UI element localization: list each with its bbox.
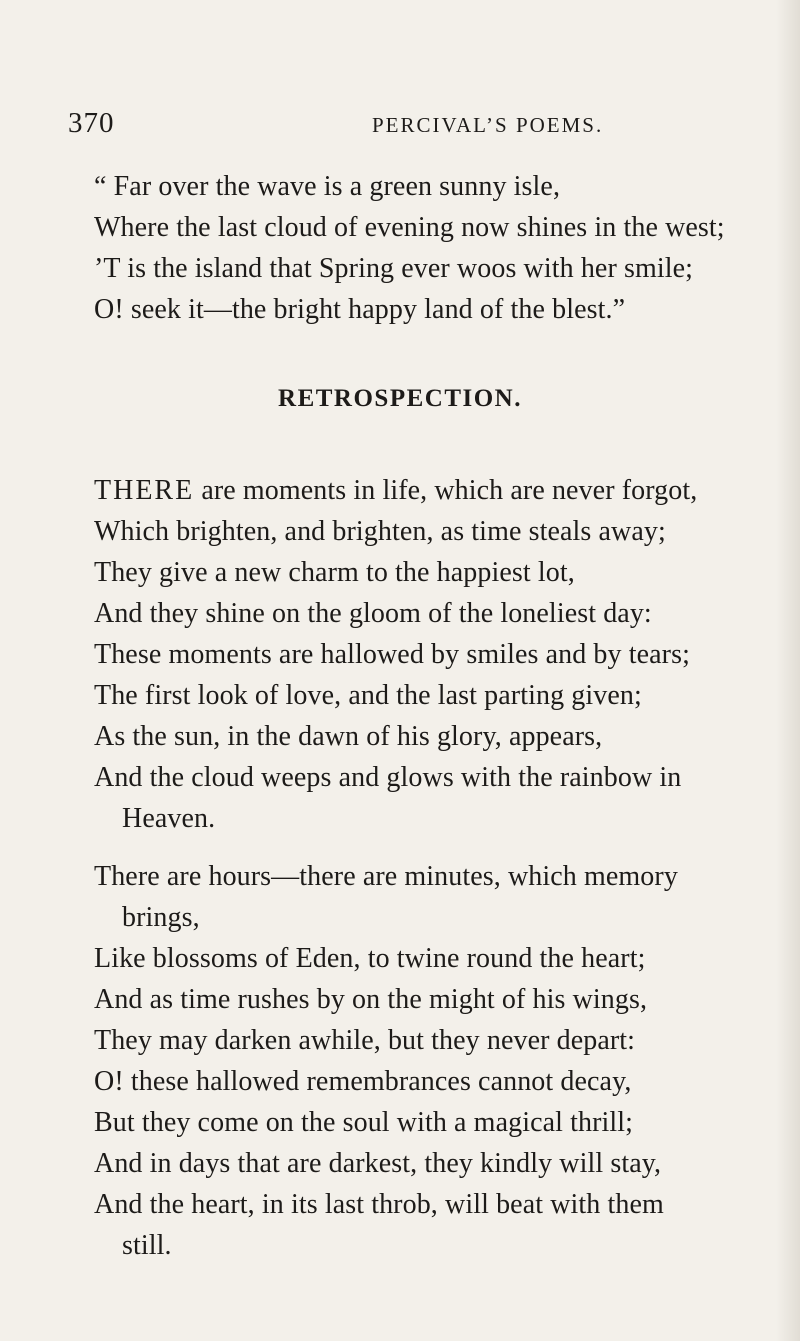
opening-word: THERE <box>94 475 195 506</box>
page-edge-shadow <box>776 0 800 1341</box>
poem-line: These moments are hallowed by smiles and by tears; <box>94 639 690 670</box>
poem-line: O! seek it—the bright happy land of the blest.” <box>94 294 626 325</box>
poem-line: They give a new charm to the happiest lot, <box>94 557 575 588</box>
poem-line: The first look of love, and the last parting given; <box>94 680 642 711</box>
poem-line: But they come on the soul with a magical thrill; <box>94 1107 634 1138</box>
poem-line: “ Far over the wave is a green sunny isle, <box>94 171 561 202</box>
poem-line-first <box>94 477 697 505</box>
poem-line: O! these hallowed remembrances cannot decay, <box>94 1066 632 1097</box>
poem-line: ’T is the island that Spring ever woos with her smile; <box>94 253 694 284</box>
running-head: PERCIVAL’S POEMS. <box>372 113 604 137</box>
poem-line: As the sun, in the dawn of his glory, appears, <box>94 721 603 752</box>
poem-title: RETROSPECTION. <box>278 385 522 412</box>
poem-line: And they shine on the gloom of the loneliest day: <box>94 598 652 629</box>
poem-line: And the cloud weeps and glows with the rainbow in <box>94 762 682 793</box>
poem-line-continuation: Heaven. <box>122 803 216 834</box>
poem-line-continuation: brings, <box>122 902 200 933</box>
page-number: 370 <box>68 107 115 139</box>
poem-line: And as time rushes by on the might of his wings, <box>94 984 648 1015</box>
poem-line: There are hours—there are minutes, which memory <box>94 861 678 892</box>
poem-line: They may darken awhile, but they never depart: <box>94 1025 636 1056</box>
poem-line: And in days that are darkest, they kindly will stay, <box>94 1148 662 1179</box>
poem-line-text: are moments in life, which are never forgot, <box>194 475 698 506</box>
poem-line-continuation: still. <box>122 1230 172 1261</box>
poem-line: Like blossoms of Eden, to twine round the heart; <box>94 943 646 974</box>
poem-line: Which brighten, and brighten, as time steals away; <box>94 516 666 547</box>
page-header <box>68 107 708 147</box>
poem-line: Where the last cloud of evening now shines in the west; <box>94 212 725 243</box>
poem-line: And the heart, in its last throb, will beat with them <box>94 1189 664 1220</box>
